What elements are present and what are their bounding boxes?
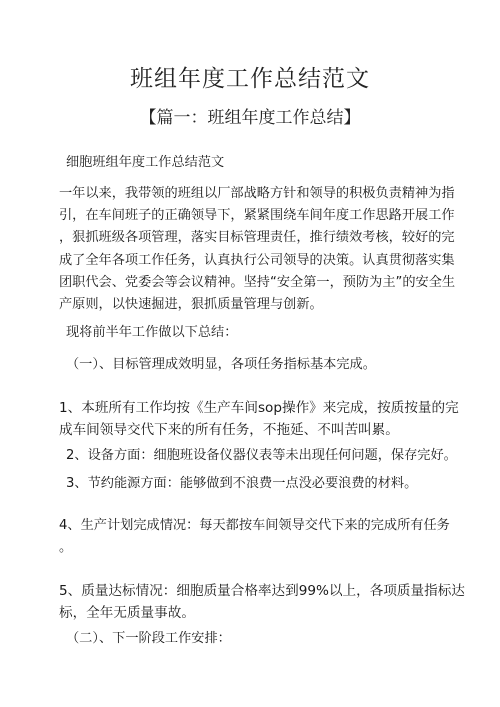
paragraph-line: 产原则，以快速掘进，狠抓质量管理与创新。 <box>59 297 323 313</box>
list-item-line: 1、本班所有工作均按《生产车间sop操作》来完成，按质按量的完 <box>59 400 459 416</box>
paragraph-intro-body <box>59 183 456 316</box>
list-item-line: 。 <box>59 540 73 556</box>
list-item-line: 4、生产计划完成情况：每天都按车间领导交代下来的完成所有任务 <box>59 518 450 533</box>
paragraph-line: 团职代会、党委会等会议精神。坚持“安全第一，预防为主”的安全生 <box>59 274 456 290</box>
paragraph-line: 成了全年各项工作任务，认真执行公司领导的决策。认真贯彻落实集 <box>59 252 455 268</box>
list-item-3: 3、节约能源方面：能够做到不浪费一点没必要浪费的材料。 <box>66 476 418 491</box>
section-two-heading: （二）、下一阶段工作安排： <box>66 631 231 646</box>
list-item-line: 5、质量达标情况：细胞质量合格率达到99%以上，各项质量指标达 <box>59 583 465 599</box>
paragraph-line: ，狠抓班级各项管理，落实目标管理责任，推行绩效考核，较好的完 <box>59 230 455 246</box>
document-title: 班组年度工作总结范文 <box>130 66 370 92</box>
paragraph-line: 一年以来，我带领的班组以厂部战略方针和领导的积极负责精神为指 <box>59 186 455 201</box>
list-item-line: 成车间领导交代下来的所有任务，不拖延、不叫苦叫累。 <box>59 422 399 439</box>
document-subtitle: 【篇一：班组年度工作总结】 <box>139 108 361 128</box>
section-heading: 细胞班组年度工作总结范文 <box>66 155 225 170</box>
paragraph-line: 引，在车间班子的正确领导下，紧紧围绕车间年度工作思路开展工作 <box>59 208 455 224</box>
section-one-heading: （一）、目标管理成效明显，各项任务指标基本完成。 <box>66 357 376 372</box>
list-item-2: 2、设备方面：细胞班设备仪器仪表等未出现任何问题，保存完好。 <box>66 448 457 463</box>
list-item-1 <box>59 397 459 441</box>
list-item-5 <box>59 580 465 624</box>
list-item-4 <box>59 515 451 559</box>
summary-intro: 现将前半年工作做以下总结： <box>66 325 238 340</box>
list-item-line: 标，全年无质量事故。 <box>59 605 195 622</box>
